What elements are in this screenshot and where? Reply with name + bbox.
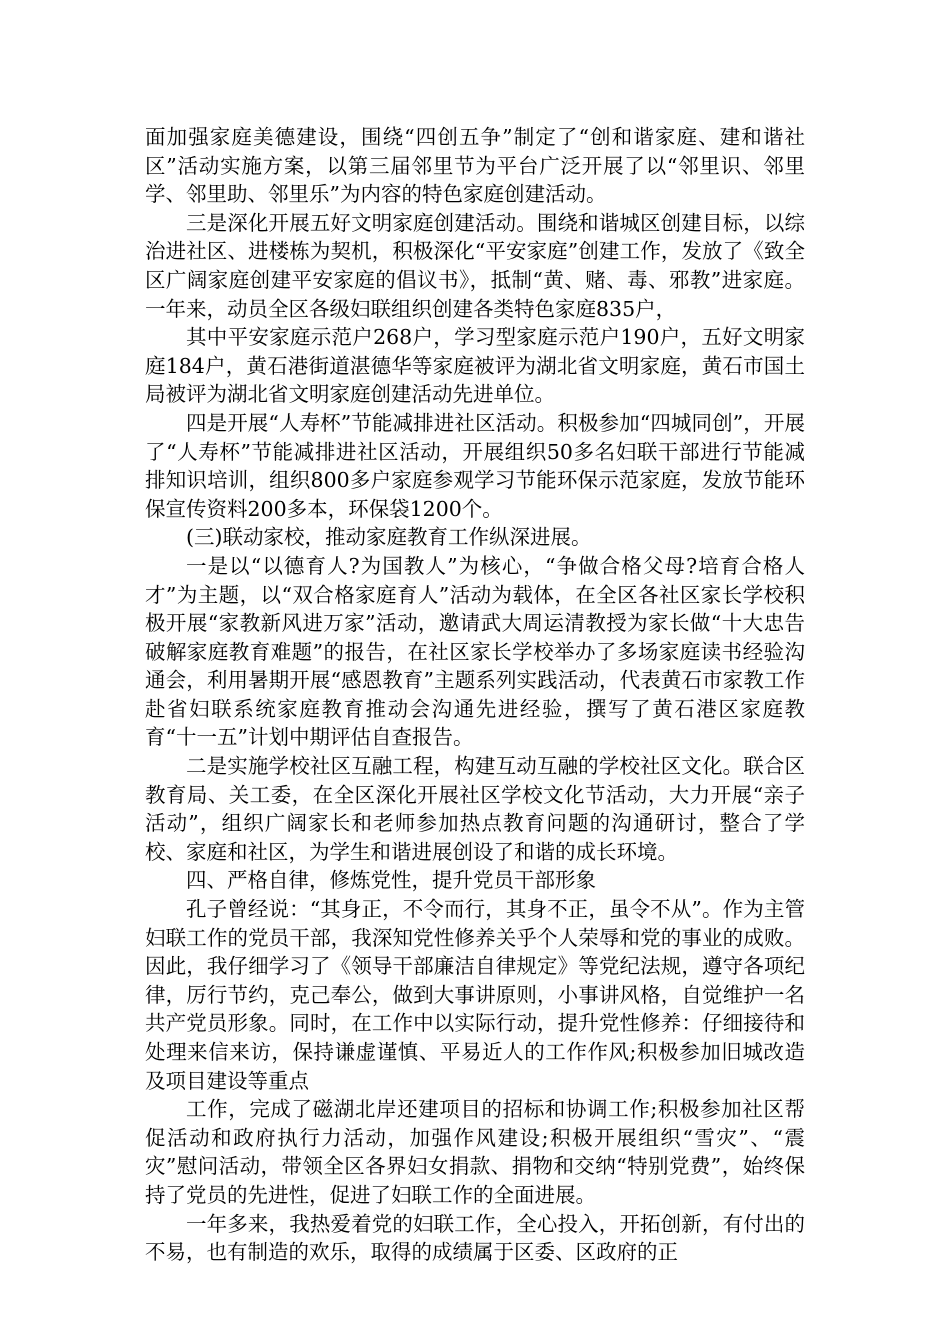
paragraph-4: 四是开展“人寿杯”节能减排进社区活动。积极参加“四城同创”，开展了“人寿杯”节能减排进社区活动，开展组织50多名妇联干部进行节能减排知识培训，组织800多户家庭参观学习节能环保示范家庭，发放节能环保宣传资料200多本，环保袋1200个。 — [145, 410, 805, 521]
paragraph-11: 一年多来，我热爱着党的妇联工作，全心投入，开拓创新，有付出的不易，也有制造的欢乐，取得的成绩属于区委、区政府的正 — [145, 1211, 805, 1265]
paragraph-9: 孔子曾经说：“其身正，不令而行，其身不正，虽令不从”。作为主管妇联工作的党员干部，我深知党性修养关乎个人荣辱和党的事业的成败。因此，我仔细学习了《领导干部廉洁自律规定》等党纪法规，遵守各项纪律，厉行节约，克己奉公，做到大事讲原则，小事讲风格，自觉维护一名共产党员形象。同时，在工作中以实际行动，提升党性修养：仔细接待和处理来信来访，保持谦虚谨慎、平易近人的工作作风;积极参加旧城改造及项目建设等重点 — [145, 897, 805, 1093]
paragraph-1: 面加强家庭美德建设，围绕“四创五争”制定了“创和谐家庭、建和谐社区”活动实施方案，以第三届邻里节为平台广泛开展了以“邻里识、邻里学、邻里助、邻里乐”为内容的特色家庭创建活动。 — [145, 125, 805, 207]
paragraph-6: 一是以“以德育人?为国教人”为核心，“争做合格父母?培育合格人才”为主题，以“双合格家庭育人”活动为载体，在全区各社区家长学校积极开展“家教新风进万家”活动，邀请武大周运清教授为家长做“十大忠告破解家庭教育难题”的报告，在社区家长学校举办了多场家庭读书经验沟通会，利用暑期开展“感恩教育”主题系列实践活动，代表黄石市家教工作赴省妇联系统家庭教育推动会沟通先进经验，撰写了黄石港区家庭教育“十一五”计划中期评估自查报告。 — [145, 553, 805, 750]
paragraph-10: 工作，完成了磁湖北岸还建项目的招标和协调工作;积极参加社区帮促活动和政府执行力活动，加强作风建设;积极开展组织“雪灾”、“震灾”慰问活动，带领全区各界妇女捐款、捐物和交纳“特别党费”，始终保持了党员的先进性，促进了妇联工作的全面进展。 — [145, 1097, 805, 1207]
paragraph-2: 三是深化开展五好文明家庭创建活动。围绕和谐城区创建目标，以综治进社区、进楼栋为契机，积极深化“平安家庭”创建工作，发放了《致全区广阔家庭创建平安家庭的倡议书》，抵制“黄、赌、毒、邪教”进家庭。一年来，动员全区各级妇联组织创建各类特色家庭835户， — [145, 210, 805, 321]
paragraph-3: 其中平安家庭示范户268户，学习型家庭示范户190户，五好文明家庭184户，黄石港街道湛德华等家庭被评为湖北省文明家庭，黄石市国土局被评为湖北省文明家庭创建活动先进单位。 — [145, 325, 805, 407]
paragraph-7: 二是实施学校社区互融工程，构建互动互融的学校社区文化。联合区教育局、关工委，在全区深化开展社区学校文化节活动，大力开展“亲子活动”，组织广阔家长和老师参加热点教育问题的沟通研讨，整合了学校、家庭和社区，为学生和谐进展创设了和谐的成长环境。 — [145, 754, 805, 864]
document-page — [145, 123, 805, 1267]
section-heading-4: 四、严格自律，修炼党性，提升党员干部形象 — [186, 868, 596, 893]
section-heading-3: (三)联动家校，推动家庭教育工作纵深进展。 — [186, 525, 592, 550]
